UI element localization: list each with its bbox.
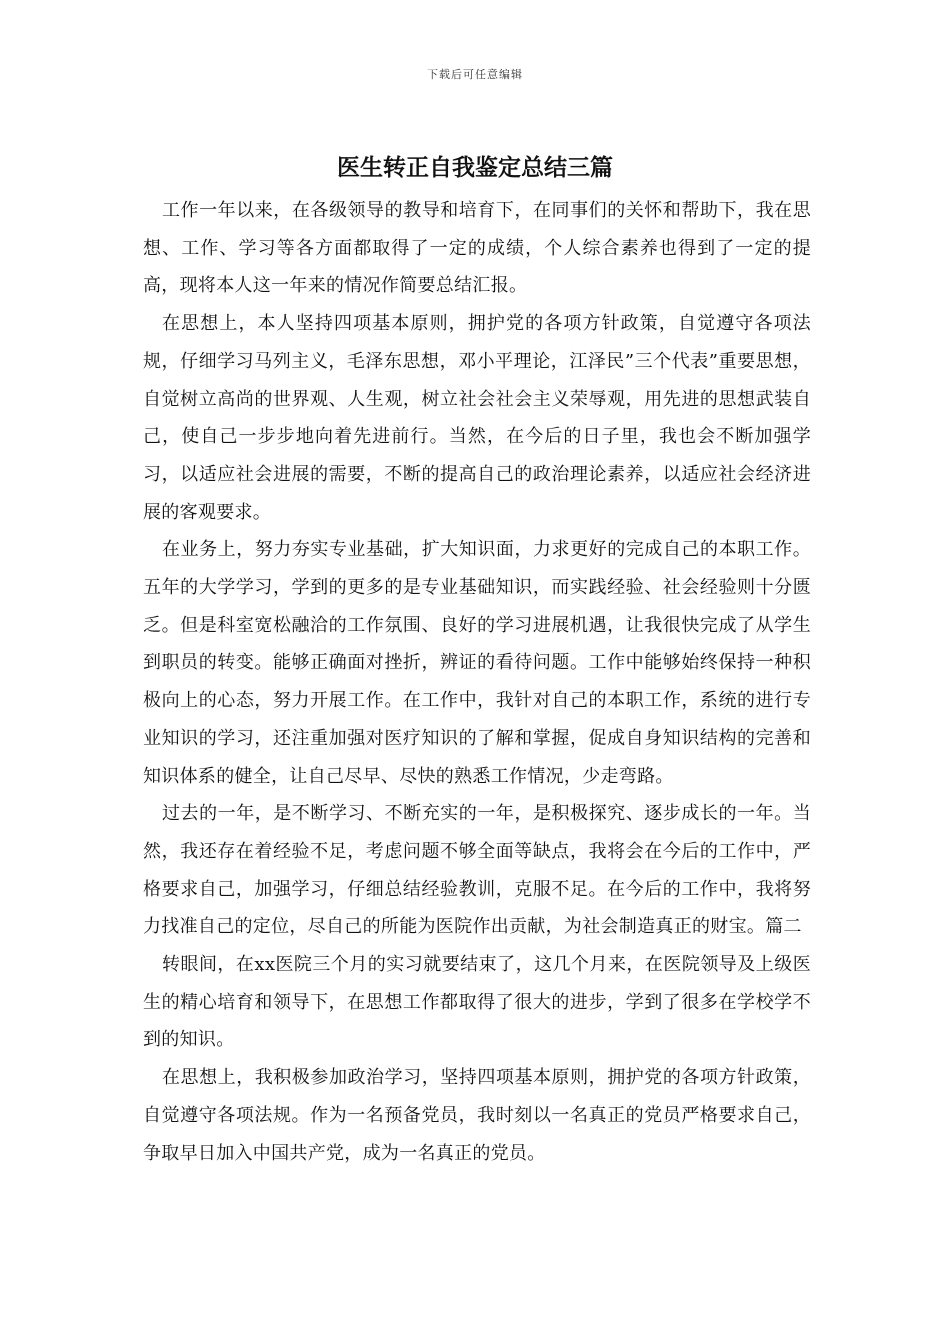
header-note: 下载后可任意编辑 [427, 68, 523, 81]
paragraph-3: 在业务上，努力夯实专业基础，扩大知识面，力求更好的完成自己的本职工作。五年的大学学习，学到的更多的是专业基础知识，而实践经验、社会经验则十分匮乏。但是科室宽松融洽的工作氛围、良好的学习进展机遇，让我很快完成了从学生到职员的转变。能够正确面对挫折，辨证的看待问题。工作中能够始终保持一种积极向上的心态，努力开展工作。在工作中，我针对自己的本职工作，系统的进行专业知识的学习，还注重加强对医疗知识的了解和掌握，促成自身知识结构的完善和知识体系的健全，让自己尽早、尽快的熟悉工作情况，少走弯路。 [143, 539, 811, 787]
document-title: 医生转正自我鉴定总结三篇 [337, 154, 613, 181]
paragraph-2: 在思想上，本人坚持四项基本原则，拥护党的各项方针政策，自觉遵守各项法规，仔细学习马列主义，毛泽东思想，邓小平理论，江泽民”三个代表”重要思想，自觉树立高尚的世界观、人生观，树立社会社会主义荣辱观，用先进的思想武装自己，使自己一步步地向着先进前行。当然，在今后的日子里，我也会不断加强学习，以适应社会进展的需要，不断的提高自己的政治理论素养，以适应社会经济进展的客观要求。 [143, 313, 811, 523]
document-body [143, 192, 811, 1172]
paragraph-4: 过去的一年，是不断学习、不断充实的一年，是积极探究、逐步成长的一年。当然，我还存在着经验不足，考虑问题不够全面等缺点，我将会在今后的工作中，严格要求自己，加强学习，仔细总结经验教训，克服不足。在今后的工作中，我将努力找准自己的定位，尽自己的所能为医院作出贡献，为社会制造真正的财宝。篇二 [143, 803, 811, 938]
paragraph-1: 工作一年以来，在各级领导的教导和培育下，在同事们的关怀和帮助下，我在思想、工作、学习等各方面都取得了一定的成绩，个人综合素养也得到了一定的提高，现将本人这一年来的情况作简要总结汇报。 [143, 200, 811, 297]
paragraph-5: 转眼间，在xx医院三个月的实习就要结束了，这几个月来，在医院领导及上级医生的精心培育和领导下，在思想工作都取得了很大的进步，学到了很多在学校学不到的知识。 [143, 954, 811, 1051]
paragraph-6: 在思想上，我积极参加政治学习，坚持四项基本原则，拥护党的各项方针政策，自觉遵守各项法规。作为一名预备党员，我时刻以一名真正的党员严格要求自己，争取早日加入中国共产党，成为一名真正的党员。 [143, 1067, 811, 1164]
